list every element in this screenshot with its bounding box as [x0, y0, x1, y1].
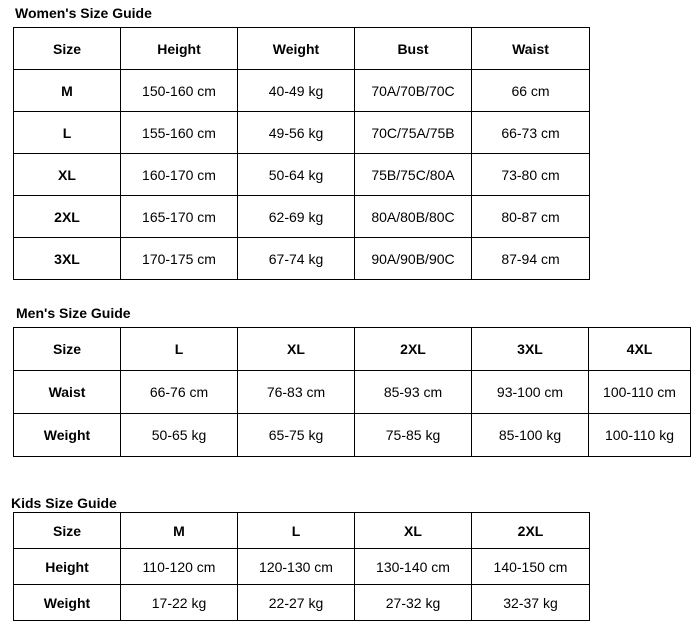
column-header: Waist	[472, 28, 590, 70]
table-cell: 73-80 cm	[472, 154, 590, 196]
table-row	[14, 585, 590, 621]
column-header: XL	[238, 328, 355, 371]
table-cell: XL	[14, 154, 121, 196]
table-cell: 165-170 cm	[121, 196, 238, 238]
table-cell: 160-170 cm	[121, 154, 238, 196]
table-cell: 120-130 cm	[238, 549, 355, 585]
table-cell: 70C/75A/75B	[355, 112, 472, 154]
table-cell: 75B/75C/80A	[355, 154, 472, 196]
table-cell: 49-56 kg	[238, 112, 355, 154]
table-cell: 110-120 cm	[121, 549, 238, 585]
column-header: Size	[14, 28, 121, 70]
column-header: Height	[121, 28, 238, 70]
men-size-guide-title: Men's Size Guide	[16, 305, 131, 321]
table-row	[14, 70, 590, 112]
table-row	[14, 238, 590, 280]
table-cell: 80A/80B/80C	[355, 196, 472, 238]
column-header: M	[121, 513, 238, 549]
men-size-table	[13, 327, 691, 457]
column-header: L	[121, 328, 238, 371]
table-cell: 85-93 cm	[355, 371, 472, 414]
table-cell: 85-100 kg	[472, 414, 589, 457]
table-cell: 93-100 cm	[472, 371, 589, 414]
women-size-guide-title: Women's Size Guide	[15, 5, 152, 21]
table-cell: 40-49 kg	[238, 70, 355, 112]
table-cell: 66-76 cm	[121, 371, 238, 414]
table-cell: M	[14, 70, 121, 112]
column-header: Bust	[355, 28, 472, 70]
table-cell: 3XL	[14, 238, 121, 280]
table-cell: 80-87 cm	[472, 196, 590, 238]
table-cell: 50-65 kg	[121, 414, 238, 457]
table-header-row	[14, 513, 590, 549]
table-row	[14, 112, 590, 154]
table-cell: 27-32 kg	[355, 585, 472, 621]
table-cell: 155-160 cm	[121, 112, 238, 154]
table-cell: 100-110 cm	[589, 371, 691, 414]
table-row	[14, 196, 590, 238]
table-cell: 90A/90B/90C	[355, 238, 472, 280]
column-header: XL	[355, 513, 472, 549]
table-cell: 62-69 kg	[238, 196, 355, 238]
column-header: Weight	[238, 28, 355, 70]
table-row	[14, 549, 590, 585]
table-cell: 170-175 cm	[121, 238, 238, 280]
kids-size-table	[13, 512, 590, 621]
table-cell: 50-64 kg	[238, 154, 355, 196]
women-size-table	[13, 27, 590, 280]
table-row	[14, 371, 691, 414]
table-cell: 130-140 cm	[355, 549, 472, 585]
table-cell: 66-73 cm	[472, 112, 590, 154]
column-header: L	[238, 513, 355, 549]
column-header: 4XL	[589, 328, 691, 371]
table-cell: 140-150 cm	[472, 549, 590, 585]
table-cell: 22-27 kg	[238, 585, 355, 621]
table-cell: 70A/70B/70C	[355, 70, 472, 112]
column-header: 3XL	[472, 328, 589, 371]
table-cell: 2XL	[14, 196, 121, 238]
table-row	[14, 154, 590, 196]
table-cell: 65-75 kg	[238, 414, 355, 457]
table-cell: 32-37 kg	[472, 585, 590, 621]
table-header-row	[14, 328, 691, 371]
column-header: Size	[14, 513, 121, 549]
table-cell: Weight	[14, 414, 121, 457]
table-cell: 67-74 kg	[238, 238, 355, 280]
column-header: 2XL	[355, 328, 472, 371]
column-header: 2XL	[472, 513, 590, 549]
table-row	[14, 414, 691, 457]
table-cell: Height	[14, 549, 121, 585]
column-header: Size	[14, 328, 121, 371]
table-cell: 87-94 cm	[472, 238, 590, 280]
table-cell: 17-22 kg	[121, 585, 238, 621]
table-header-row	[14, 28, 590, 70]
table-cell: 66 cm	[472, 70, 590, 112]
table-cell: 75-85 kg	[355, 414, 472, 457]
table-cell: Waist	[14, 371, 121, 414]
table-cell: 150-160 cm	[121, 70, 238, 112]
table-cell: L	[14, 112, 121, 154]
table-cell: 76-83 cm	[238, 371, 355, 414]
table-cell: Weight	[14, 585, 121, 621]
kids-size-guide-title: Kids Size Guide	[11, 495, 117, 511]
table-cell: 100-110 kg	[589, 414, 691, 457]
